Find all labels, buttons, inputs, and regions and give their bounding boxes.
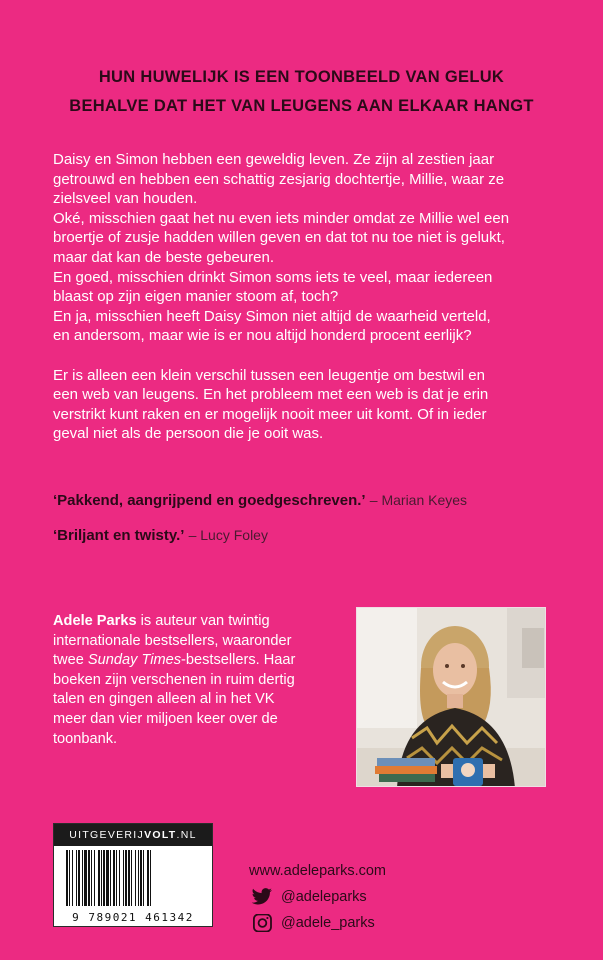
publisher-text-bold: VOLT (144, 829, 177, 841)
blurb-line: verstrikt kunt raken en er mogelijk nooit meer uit komt. Of in ieder (53, 405, 487, 423)
instagram-row[interactable] (249, 910, 386, 936)
blurb-line: En ja, misschien heeft Daisy Simon niet altijd de waarheid verteld, (53, 307, 491, 325)
review-quote-2 (53, 527, 268, 544)
bio-line: boeken zijn verschenen in ruim dertig (53, 671, 295, 688)
blurb-line: getrouwd en hebben een schattig zesjarig dochtertje, Millie, waar ze (53, 170, 505, 188)
bio-italic: Sunday Times (87, 652, 182, 669)
bio-line: meer dan vier miljoen keer over de (53, 710, 278, 727)
blurb-line: Oké, misschien gaat het nu even iets minder omdat ze Millie wel een (53, 209, 510, 227)
bio-line: internationale bestsellers, waaronder (53, 632, 292, 649)
barcode-icon (54, 848, 212, 912)
quote-author: – Lucy Foley (188, 527, 268, 543)
bio-line: toonbank. (53, 730, 118, 747)
instagram-icon (249, 914, 275, 932)
twitter-row[interactable] (249, 884, 386, 910)
publisher-label (54, 824, 212, 846)
blurb-text (53, 150, 563, 444)
publisher-text: UITGEVERIJ (69, 829, 145, 841)
quote-text: ‘Briljant en twisty.’ (53, 527, 185, 544)
quote-text: ‘Pakkend, aangrijpend en goedgeschreven.’ (53, 492, 366, 509)
twitter-handle[interactable]: @adeleparks (281, 889, 367, 905)
blurb-line: zielsveel van houden. (53, 190, 198, 208)
blurb-line: en andersom, maar wie is er nou altijd honderd procent eerlijk? (53, 327, 472, 345)
blurb-line: maar dat kan de beste gebeuren. (53, 248, 274, 266)
blurb-line: En goed, misschien drinkt Simon soms iets te veel, maar iedereen (53, 268, 493, 286)
website-row[interactable] (249, 858, 386, 884)
blurb-line: broertje of zusje hadden willen geven en dat tot nu toe niet is gelukt, (53, 229, 505, 247)
publisher-text: .NL (176, 829, 197, 841)
instagram-handle[interactable]: @adele_parks (281, 915, 375, 931)
blurb-line: een web van leugens. En het probleem met een web is dat je erin (53, 386, 489, 404)
twitter-bird-icon (249, 888, 275, 906)
bio-line: twee (53, 652, 88, 669)
quote-author: – Marian Keyes (369, 492, 468, 508)
headline-line-2: BEHALVE DAT HET VAN LEUGENS AAN ELKAAR HANGT (69, 97, 534, 115)
barcode-box (53, 823, 213, 927)
bio-line: talen en gingen alleen al in het VK (53, 691, 275, 708)
review-quote-1 (53, 492, 467, 509)
bio-line: is auteur van twintig (136, 613, 270, 629)
author-bio (53, 612, 353, 749)
social-links (249, 858, 386, 936)
blurb-line: blaast op zijn eigen manier stoom af, toch? (53, 288, 339, 306)
isbn-number: 9 789021 461342 (72, 911, 194, 924)
blurb-line: geval niet als de persoon die je ooit was. (53, 425, 324, 443)
blurb-line: Er is alleen een klein verschil tussen een leugentje om bestwil en (53, 366, 485, 384)
author-photo (356, 607, 546, 787)
website-link[interactable]: www.adeleparks.com (249, 863, 386, 879)
author-name: Adele Parks (53, 613, 137, 629)
blurb-line: Daisy en Simon hebben een geweldig leven. Ze zijn al zestien jaar (53, 151, 495, 168)
bio-line: -bestsellers. Haar (181, 652, 296, 669)
headline-line-1: HUN HUWELIJK IS EEN TOONBEELD VAN GELUK (98, 68, 505, 86)
